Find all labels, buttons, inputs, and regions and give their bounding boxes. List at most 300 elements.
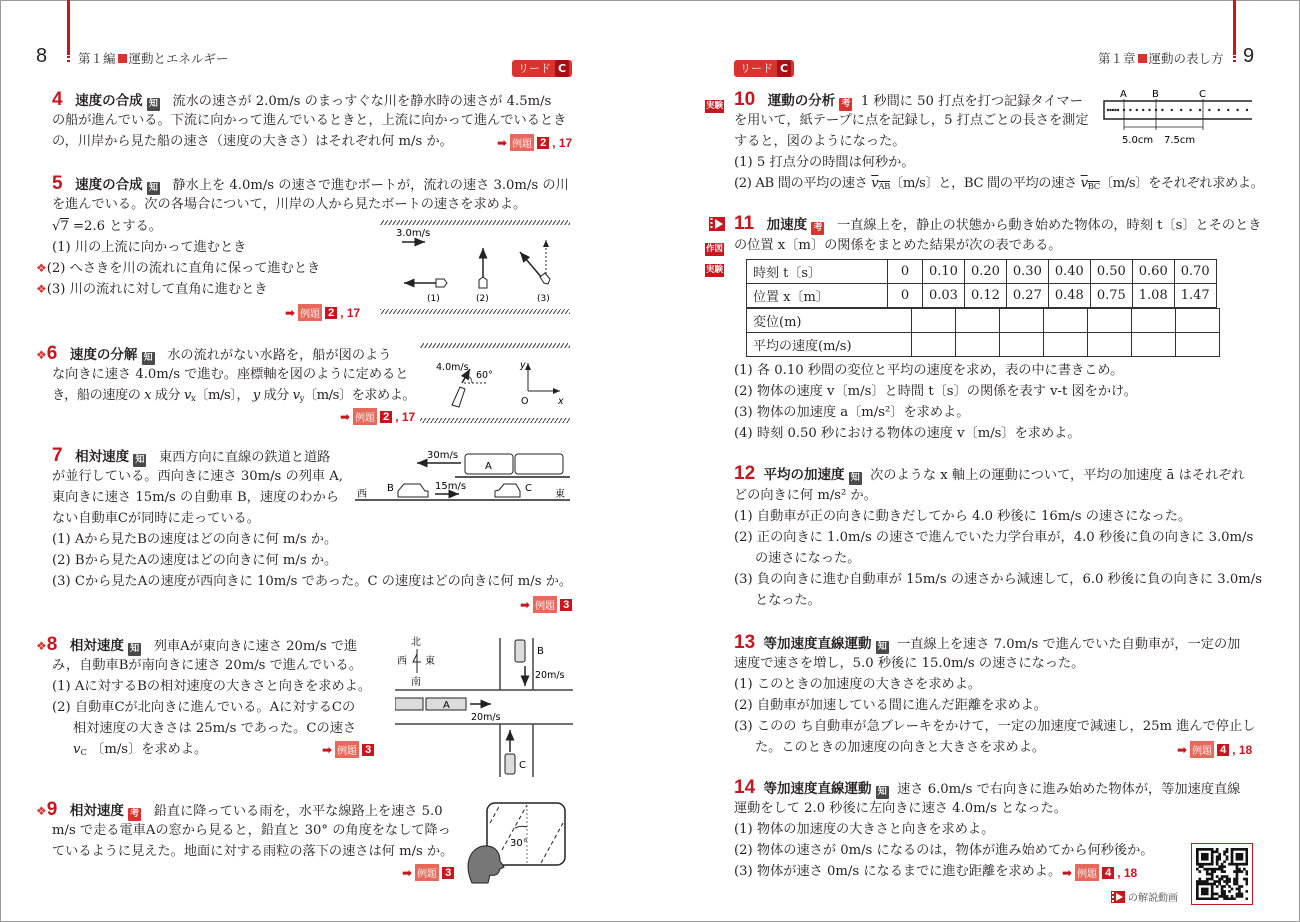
qr-module <box>1233 878 1236 881</box>
p7-line-2: が並行している。西向きに速さ 30m/s の列車 A, <box>52 469 343 484</box>
qr-module <box>1221 888 1224 891</box>
thinking-tag-icon: 考 <box>130 809 140 819</box>
p5-line-2: を進んでいる。次の各場合について，川岸の人から見たボートの速さを求めよ。 <box>52 197 527 212</box>
p13-line-1 <box>734 632 1240 655</box>
advanced-diamond-icon: ❖ <box>36 804 47 818</box>
qr-module <box>1206 868 1209 871</box>
item-label: (1) <box>734 509 753 524</box>
running-head-part: 第１編 <box>78 51 116 66</box>
example-extra: , 17 <box>395 409 416 424</box>
qr-module <box>1201 853 1204 856</box>
car-c-label: C <box>525 483 532 494</box>
example-reference[interactable] <box>402 864 454 881</box>
example-reference[interactable] <box>285 304 360 321</box>
p6-line-2: な向きに速さ 4.0m/s で進む。座標軸を図のように定めると <box>52 367 409 382</box>
qr-module <box>1216 880 1219 883</box>
qr-module <box>1206 898 1209 900</box>
text: 〔m/s〕をそれぞれ求めよ。 <box>1099 176 1264 191</box>
answer-cell[interactable] <box>956 333 1000 357</box>
arrow-right-icon: ➡ <box>402 865 413 880</box>
qr-module <box>1196 858 1199 861</box>
qr-module <box>1211 878 1214 881</box>
arrow-right-icon: ➡ <box>285 305 296 320</box>
lead-badge-level: C <box>555 60 569 77</box>
problem-number: 11 <box>734 213 755 234</box>
tape-dot <box>1171 109 1173 111</box>
knowledge-tag-icon: 知 <box>850 473 860 483</box>
qr-module <box>1238 893 1241 896</box>
p14-line-1 <box>734 777 1240 800</box>
p12-item-3-cont: となった。 <box>755 593 821 608</box>
item-label: (1) <box>734 822 753 837</box>
lead-badge-level: C <box>777 60 791 77</box>
p10-line-2: を用いて，紙テープに点を記録し，5 打点ごとの長さを測定 <box>734 113 1089 128</box>
qr-module <box>1218 878 1221 881</box>
problem-text: 水の流れがない水路を，船が図のよう <box>167 348 392 363</box>
p8-line-2: み，自動車Bが南向きに速さ 20m/s で進んでいる。 <box>52 658 362 673</box>
qr-module <box>1221 870 1224 873</box>
qr-module <box>1201 890 1204 893</box>
var-v: v <box>871 176 879 191</box>
answer-cell[interactable] <box>1132 309 1176 333</box>
text: 〔m/s〕を求めよ。 <box>303 388 416 403</box>
table-cell: 0.10 <box>923 260 965 284</box>
item-text: 物体の加速度 a〔m/s²〕を求めよ。 <box>756 405 970 420</box>
text: 〔m/s〕， <box>195 388 250 403</box>
text: 成分 <box>154 388 181 403</box>
tape-dots <box>1107 109 1248 111</box>
qr-module <box>1211 853 1214 856</box>
qr-module <box>1196 850 1199 853</box>
qr-module <box>1236 873 1239 876</box>
thinking-tag-icon: 考 <box>813 223 823 233</box>
experiment-tag-icon: 実験 <box>706 101 724 111</box>
qr-module <box>1196 885 1199 888</box>
qr-module <box>1196 868 1199 871</box>
qr-module <box>1203 883 1206 886</box>
p10-line-1 <box>734 89 1083 112</box>
qr-module <box>1211 870 1214 873</box>
qr-module <box>1223 870 1226 873</box>
qr-module <box>1236 878 1239 881</box>
tape-dot <box>1189 109 1191 111</box>
advanced-diamond-icon: ❖ <box>36 261 47 275</box>
qr-module <box>1211 850 1214 853</box>
table-cell: 0.75 <box>1090 284 1132 308</box>
angle-label: 60° <box>476 370 493 381</box>
sqrt-icon: √ <box>52 219 61 234</box>
lead-badge-left <box>512 60 572 77</box>
item-label: (3) <box>734 572 753 587</box>
qr-module <box>1238 870 1241 873</box>
item-text: 負の向きに進む自動車が 15m/s の速さから減速して，6.0 秒後に負の向きに 3.0m/s <box>756 572 1262 587</box>
arrow-right-icon: ➡ <box>520 597 531 612</box>
item-label: (2) <box>734 176 752 191</box>
qr-module <box>1196 860 1199 863</box>
var-x: x <box>144 388 152 403</box>
item-text: 時刻 0.50 秒における物体の速度 v〔m/s〕を求めよ。 <box>756 426 1081 441</box>
qr-module <box>1221 875 1224 878</box>
problem-number: 13 <box>734 632 756 653</box>
answer-cell[interactable] <box>1176 309 1220 333</box>
boat2-label: (2) <box>476 294 489 304</box>
arrow-right-icon: ➡ <box>497 135 508 150</box>
qr-module <box>1223 898 1226 900</box>
tape-dot <box>1218 109 1220 111</box>
problem-title: 平均の加速度 <box>763 467 845 483</box>
qr-module <box>1201 865 1204 868</box>
p12-line-1 <box>734 463 1245 486</box>
example-reference[interactable] <box>1177 741 1252 758</box>
qr-module <box>1228 885 1231 888</box>
qr-module <box>1241 870 1244 873</box>
square-bullet-icon <box>1138 54 1147 63</box>
var-v: v <box>1080 176 1088 191</box>
qr-module <box>1246 863 1248 866</box>
qr-code[interactable] <box>1191 843 1253 905</box>
qr-module <box>1196 853 1199 856</box>
qr-module <box>1216 848 1219 851</box>
subscript: AB <box>878 182 891 192</box>
boat2-icon <box>479 277 487 288</box>
qr-module <box>1246 848 1248 851</box>
qr-module <box>1223 885 1226 888</box>
train-speed-label: 30m/s <box>427 450 459 461</box>
answer-cell[interactable] <box>1044 333 1088 357</box>
qr-module <box>1216 850 1219 853</box>
qr-module <box>1213 898 1216 900</box>
qr-module <box>1216 868 1219 871</box>
qr-module <box>1213 870 1216 873</box>
east-label: 東 <box>555 489 565 500</box>
qr-module <box>1198 878 1201 881</box>
x-axis-label: x <box>558 396 564 407</box>
table-cell: 0.27 <box>1006 284 1048 308</box>
example-num: 3 <box>362 744 374 756</box>
item-label: (1) <box>734 155 753 170</box>
qr-module <box>1208 873 1211 876</box>
answer-cell[interactable] <box>912 333 956 357</box>
item-text: Aに対するBの相対速度の大きさと向きを求めよ。 <box>74 679 372 694</box>
qr-module <box>1226 875 1229 878</box>
qr-module <box>1216 863 1219 866</box>
sqrt-rest: =2.6 とする。 <box>73 219 162 234</box>
p5-item-1 <box>52 237 246 258</box>
qr-module <box>1203 858 1206 861</box>
qr-module <box>1246 880 1248 883</box>
example-num: 4 <box>1102 867 1114 879</box>
p14-item-1 <box>734 819 994 840</box>
qr-module <box>1226 848 1229 851</box>
row-header: 位置 x〔m〕 <box>747 284 888 308</box>
answer-cell[interactable] <box>1176 333 1220 357</box>
row-header: 時刻 t〔s〕 <box>747 260 888 284</box>
right-page-number: 9 <box>1243 45 1255 67</box>
example-reference[interactable] <box>340 408 415 425</box>
qr-module <box>1228 878 1231 881</box>
table-cell: 1.47 <box>1174 284 1216 308</box>
angle-arc <box>468 376 472 383</box>
qr-module <box>1241 863 1244 866</box>
tape-dot <box>1107 109 1109 111</box>
problem-text: 次のような x 軸上の運動について，平均の加速度 ā はそれぞれ <box>870 468 1245 483</box>
qr-module <box>1196 888 1199 891</box>
example-label: 例題 <box>1190 741 1214 758</box>
boat-icon <box>452 387 465 407</box>
qr-module <box>1196 893 1199 896</box>
example-reference[interactable] <box>497 134 572 151</box>
thinking-tag-icon: 考 <box>841 99 851 109</box>
p11-item-3 <box>734 402 969 423</box>
qr-module <box>1236 865 1239 868</box>
qr-module <box>1238 858 1241 861</box>
p14-line-2: 運動をして 2.0 秒後に左向きに速さ 4.0m/s となった。 <box>734 801 1067 816</box>
problem-text: 鉛直に降っている雨を，水平な線路上を速さ 5.0 <box>153 804 443 819</box>
qr-module <box>1231 853 1234 856</box>
p6-line-1 <box>36 343 391 366</box>
right-page-edge-bar <box>1233 0 1236 55</box>
problem-title: 等加速度直線運動 <box>763 636 872 652</box>
point-b-label: B <box>1152 89 1159 100</box>
item-label: (2) <box>734 843 753 858</box>
qr-module <box>1221 868 1224 871</box>
boat1-icon <box>436 279 447 287</box>
qr-module <box>1206 880 1209 883</box>
p7-line-3: 東向きに速さ 15m/s の自動車 B，速度のわから <box>52 490 339 505</box>
video-note-text: の解説動画 <box>1128 893 1178 904</box>
example-label: 例題 <box>510 134 534 151</box>
qr-module <box>1196 848 1199 851</box>
table-cell: 0.20 <box>964 260 1006 284</box>
qr-module <box>1221 865 1224 868</box>
right-page-edge-dots <box>1233 56 1236 64</box>
qr-module <box>1196 898 1199 900</box>
p14-item-3 <box>734 861 1061 882</box>
qr-module <box>1236 863 1239 866</box>
qr-module <box>1236 855 1239 858</box>
y-axis-label: y <box>520 360 526 371</box>
qr-module <box>1208 863 1211 866</box>
experiment-tag-icon: 実験 <box>706 265 724 275</box>
boat3-icon <box>540 273 550 284</box>
qr-module <box>1203 890 1206 893</box>
answer-cell[interactable] <box>912 309 956 333</box>
east-label: 東 <box>425 656 435 667</box>
qr-module <box>1201 898 1204 900</box>
arrow-right-icon: ➡ <box>340 409 351 424</box>
p11-line-1 <box>734 213 1262 236</box>
qr-code-pattern <box>1196 848 1248 900</box>
table-row-position <box>747 284 1217 308</box>
p4-line-2: の船が進んでいる。下流に向かって進んでいるときと，上流に向かって進んでいるとき <box>52 113 567 128</box>
answer-cell[interactable] <box>1000 333 1044 357</box>
qr-module <box>1201 888 1204 891</box>
qr-module <box>1218 868 1221 871</box>
item-label: (2) <box>46 261 66 276</box>
v-bc-bar <box>1081 176 1100 191</box>
qr-module <box>1203 893 1206 896</box>
qr-module <box>1236 883 1239 886</box>
point-a-label: A <box>1120 89 1127 100</box>
example-reference[interactable] <box>322 741 374 758</box>
p12-item-2-cont: の速さになった。 <box>755 551 861 566</box>
qr-module <box>1211 895 1214 898</box>
advanced-diamond-icon: ❖ <box>36 282 47 296</box>
qr-module <box>1243 868 1246 871</box>
text: 〔m/s〕と，BC 間の平均の速さ <box>890 176 1077 191</box>
p6-figure-channel <box>420 343 570 423</box>
qr-module <box>1221 863 1224 866</box>
qr-module <box>1211 893 1214 896</box>
problem-title: 速度の分解 <box>69 347 138 363</box>
car-c-icon <box>505 754 515 774</box>
qr-module <box>1221 895 1224 898</box>
problem-title: 速度の合成 <box>75 177 143 193</box>
qr-module <box>1216 858 1219 861</box>
qr-module <box>1211 848 1214 851</box>
qr-module <box>1206 853 1209 856</box>
table-cell: 0.03 <box>923 284 965 308</box>
bc-length-label: 7.5cm <box>1164 135 1196 146</box>
problem-text: 速さ 6.0m/s で右向きに進み始めた物体が，等加速度直線 <box>897 782 1241 797</box>
p7-item-3 <box>52 571 572 592</box>
qr-module <box>1196 855 1199 858</box>
video-tag-icon[interactable] <box>709 216 725 235</box>
item-text: 自動車が正の向きに動きだしてから 4.0 秒後に 16m/s の速さになった。 <box>756 509 1192 524</box>
p12-line-2: どの向きに何 m/s² か。 <box>734 488 877 503</box>
problem-number: 14 <box>734 777 756 798</box>
qr-module <box>1198 898 1201 900</box>
table-row-average-velocity <box>747 333 1220 357</box>
answer-cell[interactable] <box>1132 333 1176 357</box>
qr-module <box>1236 870 1239 873</box>
river-bank-bottom <box>380 309 570 314</box>
boat1-label: (1) <box>427 294 440 304</box>
qr-module <box>1198 883 1201 886</box>
answer-cell[interactable] <box>1000 309 1044 333</box>
item-label: (1) <box>52 679 71 694</box>
car-b-icon <box>398 484 428 497</box>
qr-module <box>1246 873 1248 876</box>
item-label: (1) <box>52 532 71 547</box>
qr-module <box>1233 883 1236 886</box>
qr-module <box>1246 878 1248 881</box>
example-extra: , 17 <box>552 135 573 150</box>
channel-bank-bottom <box>420 418 570 423</box>
qr-module <box>1223 875 1226 878</box>
right-running-head <box>1098 49 1224 67</box>
qr-module <box>1233 863 1236 866</box>
p12-item-1 <box>734 506 1191 527</box>
ab-length-label: 5.0cm <box>1122 135 1154 146</box>
p7-item-2 <box>52 550 337 571</box>
example-reference[interactable] <box>1062 864 1137 881</box>
item-text: 物体の加速度の大きさと向きを求めよ。 <box>756 822 995 837</box>
tape-dot <box>1117 109 1119 111</box>
qr-module <box>1216 898 1219 900</box>
qr-module <box>1231 848 1234 851</box>
qr-module <box>1223 860 1226 863</box>
qr-module <box>1201 855 1204 858</box>
problem-title: 相対速度 <box>69 638 124 654</box>
p9-line-2: m/s で走る電車Aの窓から見ると，鉛直と 30° の角度をなして降っ <box>52 823 451 838</box>
qr-module <box>1246 890 1248 893</box>
p9-line-3: ているように見えた。地面に対する雨粒の落下の速さは何 m/s か。 <box>52 844 454 859</box>
item-label: (3) <box>52 574 71 589</box>
table-cell: 0.60 <box>1132 260 1174 284</box>
qr-module <box>1198 863 1201 866</box>
square-bullet-icon <box>118 54 127 63</box>
qr-module <box>1198 848 1201 851</box>
knowledge-tag-icon: 知 <box>130 644 140 654</box>
problem-number: 12 <box>734 463 756 484</box>
qr-module <box>1223 853 1226 856</box>
qr-module <box>1213 850 1216 853</box>
qr-module <box>1206 855 1209 858</box>
qr-module <box>1241 855 1244 858</box>
qr-module <box>1226 898 1229 900</box>
p10-item-2 <box>734 173 1263 198</box>
answer-cell[interactable] <box>956 309 1000 333</box>
p4-line-3: の，川岸から見た船の速さ（速度の大きさ）はそれぞれ何 m/s か。 <box>52 134 453 149</box>
p8-line-1 <box>36 634 357 657</box>
item-text: このときの加速度の大きさを求めよ。 <box>756 677 982 692</box>
item-label: (2) <box>734 698 753 713</box>
example-num: 2 <box>537 137 549 149</box>
lead-badge-label: リード <box>740 62 773 75</box>
item-text: Cから見たAの速度が西向きに 10m/s であった。C の速度はどの向きに何 m/s か。 <box>74 574 573 589</box>
qr-module <box>1196 883 1199 886</box>
item-text: 正の向きに 1.0m/s の速さで進んでいた力学台車が，4.0 秒後に負の向きに 3.0m/s <box>756 530 1254 545</box>
qr-module <box>1211 863 1214 866</box>
subscript: BC <box>1087 182 1100 192</box>
qr-module <box>1206 883 1209 886</box>
answer-cell[interactable] <box>1088 333 1132 357</box>
qr-module <box>1233 848 1236 851</box>
qr-module <box>1226 878 1229 881</box>
left-running-head <box>78 49 229 67</box>
qr-module <box>1226 855 1229 858</box>
qr-module <box>1216 855 1219 858</box>
knowledge-tag-icon: 知 <box>148 183 158 193</box>
qr-module <box>1223 880 1226 883</box>
p11-item-2 <box>734 381 1137 402</box>
p10-side-tag <box>705 93 724 113</box>
item-label: (2) <box>52 553 71 568</box>
qr-module <box>1236 888 1239 891</box>
knowledge-tag-icon: 知 <box>135 455 145 465</box>
qr-module <box>1246 853 1248 856</box>
car-b-icon <box>515 640 525 662</box>
example-label: 例題 <box>298 304 322 321</box>
item-text: 川の上流に向かって進むとき <box>74 240 247 255</box>
angle-label: 30° <box>510 838 528 849</box>
answer-cell[interactable] <box>1088 309 1132 333</box>
table-cell: 0.12 <box>964 284 1006 308</box>
example-reference[interactable] <box>520 596 572 613</box>
tape-dot <box>1129 109 1131 111</box>
example-label: 例題 <box>353 408 377 425</box>
car-b-label: B <box>537 646 544 657</box>
qr-module <box>1246 870 1248 873</box>
item-label: (1) <box>52 240 71 255</box>
qr-module <box>1246 883 1248 886</box>
qr-module <box>1203 863 1206 866</box>
qr-module <box>1231 855 1234 858</box>
answer-cell[interactable] <box>1044 309 1088 333</box>
qr-module <box>1201 880 1204 883</box>
item-label: (2) <box>734 384 753 399</box>
